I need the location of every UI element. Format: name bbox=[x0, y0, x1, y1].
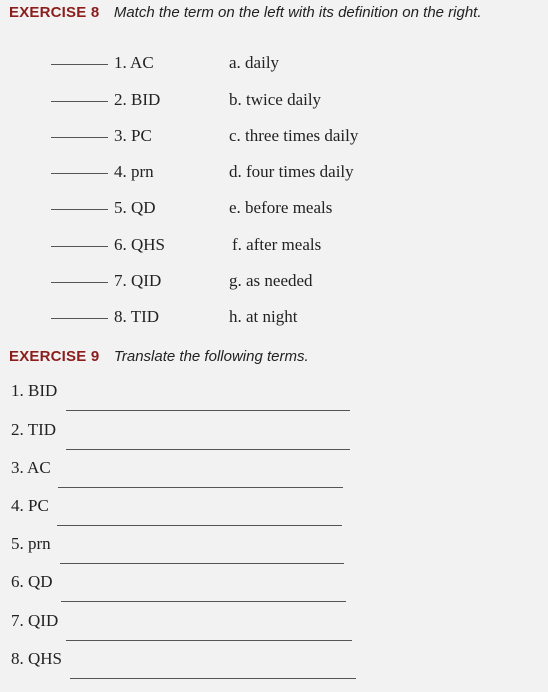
match-definition: c. three times daily bbox=[229, 126, 359, 145]
answer-blank[interactable] bbox=[51, 173, 108, 174]
translate-term: 4. PC bbox=[11, 496, 49, 515]
match-row bbox=[0, 53, 548, 75]
translate-term: 8. QHS bbox=[11, 649, 63, 668]
answer-blank[interactable] bbox=[51, 101, 108, 102]
answer-line[interactable] bbox=[70, 678, 356, 679]
translate-term: 5. prn bbox=[11, 534, 51, 553]
translate-row bbox=[0, 458, 548, 488]
exercise-8-heading bbox=[9, 4, 482, 22]
answer-blank[interactable] bbox=[51, 282, 108, 283]
answer-line[interactable] bbox=[61, 601, 346, 602]
translate-row bbox=[0, 611, 548, 641]
match-row bbox=[0, 307, 548, 329]
match-term: 5. QD bbox=[114, 198, 156, 217]
match-definition: b. twice daily bbox=[229, 90, 322, 109]
exercise-9-instruction: Translate the following terms. bbox=[113, 348, 309, 365]
translate-row bbox=[0, 420, 548, 450]
match-definition: f. after meals bbox=[232, 235, 322, 254]
match-term: 8. TID bbox=[114, 307, 160, 326]
answer-line[interactable] bbox=[58, 487, 343, 488]
match-row bbox=[0, 271, 548, 293]
match-definition: e. before meals bbox=[229, 198, 333, 217]
answer-blank[interactable] bbox=[51, 246, 108, 247]
translate-term: 6. QD bbox=[11, 572, 53, 591]
answer-blank[interactable] bbox=[51, 137, 108, 138]
answer-line[interactable] bbox=[66, 449, 350, 450]
translate-row bbox=[0, 496, 548, 526]
match-definition: d. four times daily bbox=[229, 162, 354, 181]
translate-row bbox=[0, 572, 548, 602]
match-term: 4. prn bbox=[114, 162, 154, 181]
answer-line[interactable] bbox=[66, 410, 350, 411]
translate-row bbox=[0, 381, 548, 411]
translate-term: 3. AC bbox=[11, 458, 51, 477]
answer-line[interactable] bbox=[66, 640, 352, 641]
exercise-8-instruction: Match the term on the left with its definition on the right. bbox=[113, 4, 482, 21]
match-row bbox=[0, 198, 548, 220]
answer-blank[interactable] bbox=[51, 318, 108, 319]
exercise-9-number: EXERCISE 9 bbox=[9, 348, 100, 365]
exercise-9-heading bbox=[9, 348, 309, 366]
answer-blank[interactable] bbox=[51, 64, 108, 65]
match-definition: a. daily bbox=[229, 53, 280, 72]
match-term: 7. QID bbox=[114, 271, 162, 290]
translate-term: 2. TID bbox=[11, 420, 57, 439]
match-row bbox=[0, 126, 548, 148]
translate-term: 1. BID bbox=[11, 381, 58, 400]
answer-blank[interactable] bbox=[51, 209, 108, 210]
match-term: 3. PC bbox=[114, 126, 152, 145]
translate-term: 7. QID bbox=[11, 611, 59, 630]
match-row bbox=[0, 235, 548, 257]
match-definition: g. as needed bbox=[229, 271, 313, 290]
translate-row bbox=[0, 534, 548, 564]
match-term: 1. AC bbox=[114, 53, 154, 72]
exercise-8-number: EXERCISE 8 bbox=[9, 4, 100, 21]
match-definition: h. at night bbox=[229, 307, 298, 326]
answer-line[interactable] bbox=[60, 563, 344, 564]
match-term: 2. BID bbox=[114, 90, 161, 109]
match-row bbox=[0, 90, 548, 112]
match-row bbox=[0, 162, 548, 184]
match-term: 6. QHS bbox=[114, 235, 166, 254]
translate-row bbox=[0, 649, 548, 679]
answer-line[interactable] bbox=[57, 525, 342, 526]
